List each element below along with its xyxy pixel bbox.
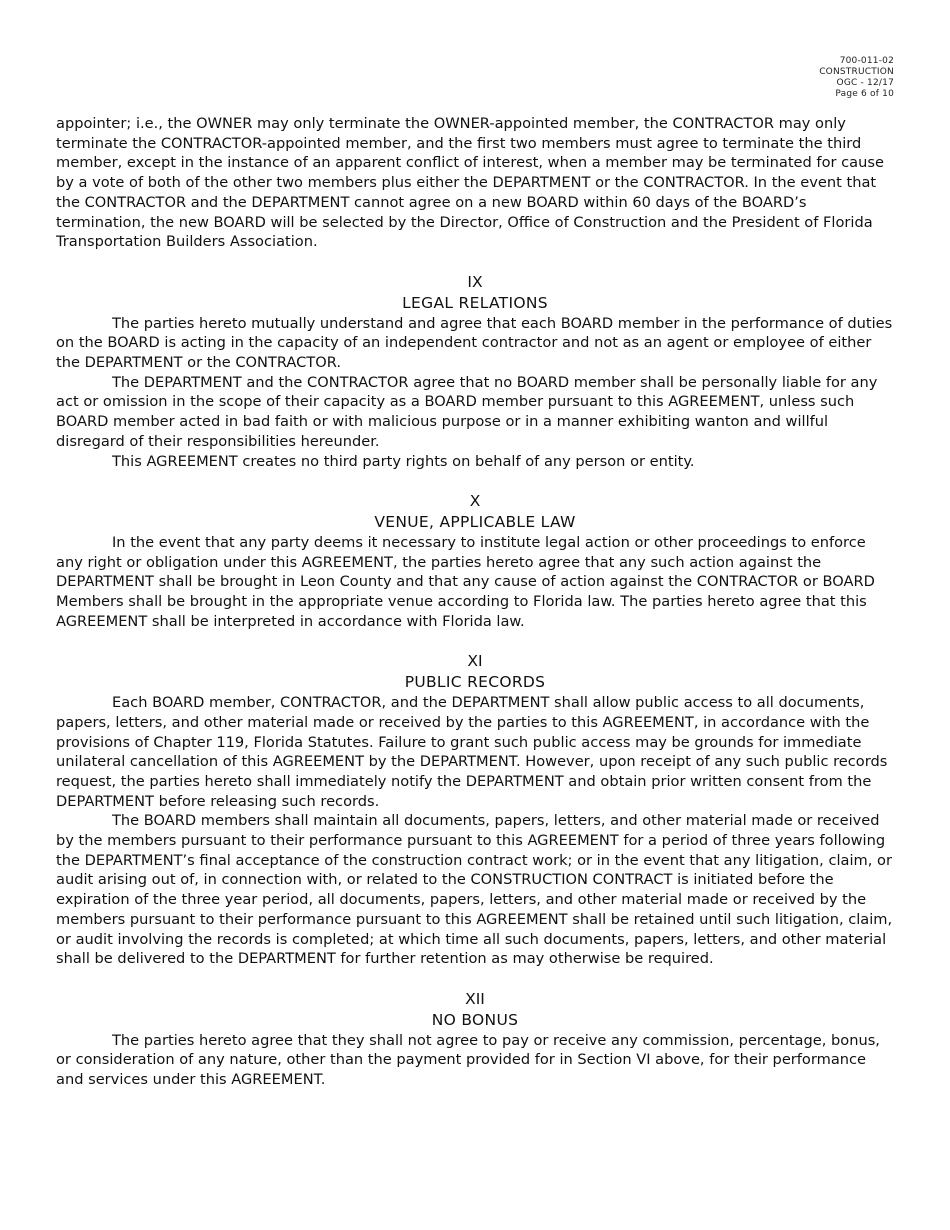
form-category: CONSTRUCTION (819, 67, 894, 77)
section-title: NO BONUS (431, 1010, 519, 1029)
section-number: XII (465, 989, 485, 1008)
section-title: PUBLIC RECORDS (404, 673, 546, 692)
intro-paragraph: appointer; i.e., the OWNER may only terminate the OWNER-appointed member, the CONTRACTOR may only terminate the CONTRACTOR-appointed member, and the first two members must agree to terminate the third member, except in the instance of an apparent conflict of interest, when a member may be terminated for cause by a vote of both of the other two members plus either the DEPARTMENT or the CONTRACTOR. In the event that the CONTRACTOR and the DEPARTMENT cannot agree on a new BOARD within 60 days of the BOARD’s termination, the new BOARD will be selected by the Director, Office of Construction and the President of Florida Transportation Builders Association. (56, 115, 884, 251)
section-number: X (469, 491, 481, 510)
paragraph: The DEPARTMENT and the CONTRACTOR agree that no BOARD member shall be personally liable for any act or omission in the scope of their capacity as a BOARD member pursuant to this AGREEMENT, unless such BOARD member acted in bad faith or with malicious purpose or in a manner exhibiting wanton and willful disregard of their responsibilities hereunder. (56, 373, 878, 450)
section-title: VENUE, APPLICABLE LAW (374, 512, 576, 531)
paragraph: Each BOARD member, CONTRACTOR, and the DEPARTMENT shall allow public access to all documents, papers, letters, and other material made or received by the parties to this AGREEMENT, in accordance with the provisions of Chapter 119, Florida Statutes. Failure to grant such public access may be grounds for immediate unilateral cancellation of this AGREEMENT by the DEPARTMENT. However, upon receipt of any such public records request, the parties hereto shall immediately notify the DEPARTMENT and obtain prior written consent from the DEPARTMENT before releasing such records. (56, 694, 888, 810)
paragraph: The parties hereto agree that they shall not agree to pay or receive any commission, percentage, bonus, or consideration of any nature, other than the payment provided for in Section VI above, for their performance and services under this AGREEMENT. (56, 1031, 880, 1089)
section-number: IX (467, 272, 483, 291)
section-number: XI (467, 652, 483, 671)
form-revision: OGC - 12/17 (836, 78, 894, 88)
page-header (819, 56, 894, 100)
paragraph: The BOARD members shall maintain all documents, papers, letters, and other material made or received by the members pursuant to their performance pursuant to this AGREEMENT for a period of three years following the DEPARTMENT’s final acceptance of the construction contract work; or in the event that any litigation, claim, or audit arising out of, in connection with, or related to the CONSTRUCTION CONTRACT is initiated before the expiration of the three year period, all documents, papers, letters, and other material made or received by the members pursuant to their performance pursuant to this AGREEMENT shall be retained until such litigation, claim, or audit involving the records is completed; at which time all such documents, papers, letters, and other material shall be delivered to the DEPARTMENT for further retention as may otherwise be required. (56, 812, 893, 968)
paragraph: This AGREEMENT creates no third party rights on behalf of any person or entity. (112, 452, 695, 470)
document-body (56, 114, 894, 1090)
paragraph: In the event that any party deems it necessary to institute legal action or other proceedings to enforce any right or obligation under this AGREEMENT, the parties hereto agree that any such action against the DEPARTMENT shall be brought in Leon County and that any cause of action against the CONTRACTOR or BOARD Members shall be brought in the appropriate venue according to Florida law. The parties hereto agree that this AGREEMENT shall be interpreted in accordance with Florida law. (56, 533, 875, 630)
section-public-records (56, 651, 894, 969)
section-title: LEGAL RELATIONS (402, 293, 548, 312)
section-venue-applicable-law (56, 491, 894, 632)
paragraph: The parties hereto mutually understand and agree that each BOARD member in the performance of duties on the BOARD is acting in the capacity of an independent contractor and not as an agent or employee of either the DEPARTMENT or the CONTRACTOR. (56, 314, 893, 372)
section-legal-relations (56, 272, 894, 472)
form-number: 700-011-02 (839, 56, 894, 66)
section-no-bonus (56, 989, 894, 1090)
page-number: Page 6 of 10 (835, 89, 894, 99)
